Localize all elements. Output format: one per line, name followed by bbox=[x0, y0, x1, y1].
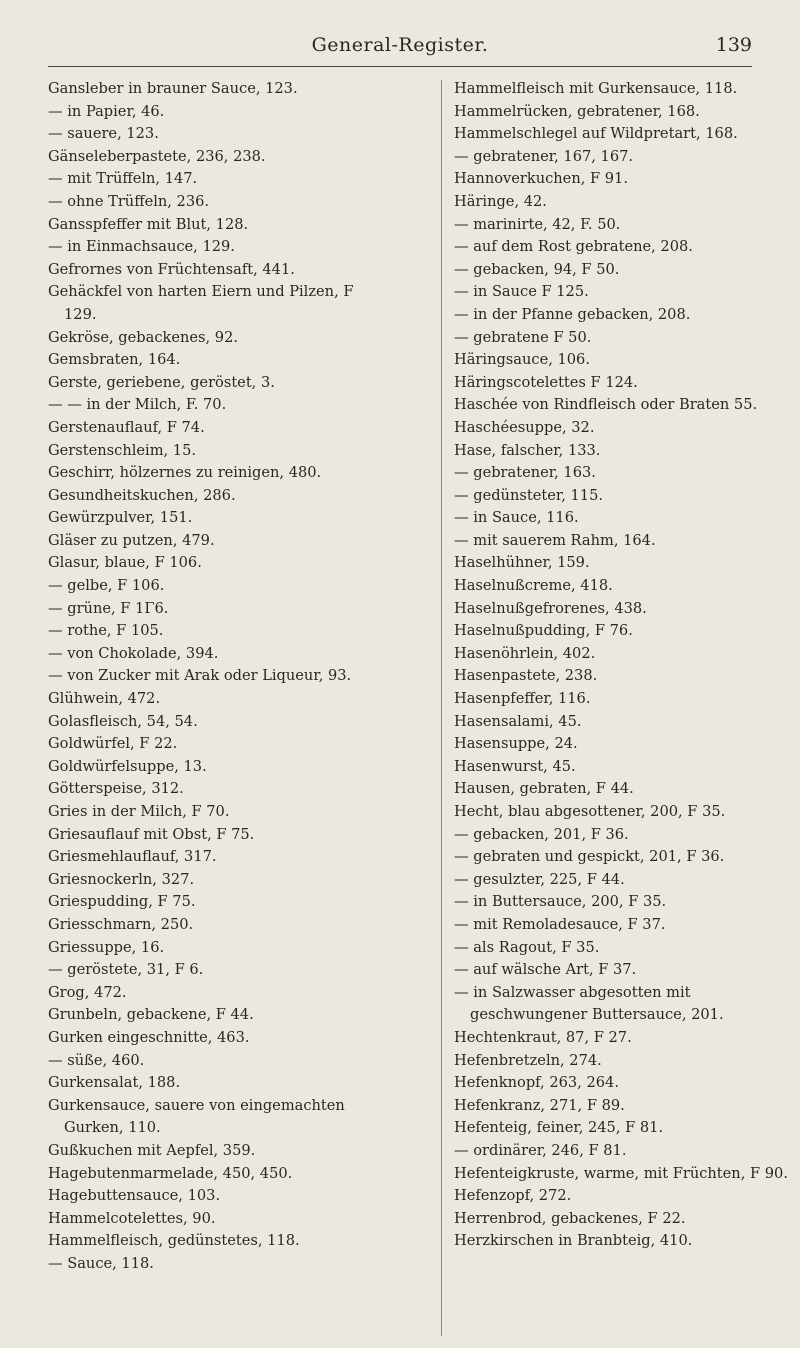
index-entry: Hammelfleisch, gedünstetes, 118. bbox=[48, 1232, 300, 1250]
index-entry: Griesschmarn, 250. bbox=[48, 915, 194, 933]
index-entry: — in Sauce, 116. bbox=[454, 509, 579, 527]
index-entry: Gerstenauflauf, F 74. bbox=[48, 418, 205, 436]
index-entry: Herzkirschen in Branbteig, 410. bbox=[454, 1232, 693, 1250]
index-entry: Hammelschlegel auf Wildpretart, 168. bbox=[454, 125, 738, 143]
index-entry: Haschéesuppe, 32. bbox=[454, 418, 595, 436]
index-entry: Hecht, blau abgesottener, 200, F 35. bbox=[454, 803, 726, 820]
index-entry: Hefenzopf, 272. bbox=[454, 1187, 572, 1205]
index-column-left bbox=[48, 78, 388, 1275]
index-entry: — gesulzter, 225, F 44. bbox=[454, 870, 625, 888]
index-entry: Hasenöhrlein, 402. bbox=[454, 644, 596, 662]
column-divider bbox=[441, 80, 442, 1336]
index-entry: — ohne Trüffeln, 236. bbox=[48, 192, 210, 210]
index-entry: Grog, 472. bbox=[48, 983, 127, 1001]
index-entry: — geröstete, 31, F 6. bbox=[48, 961, 204, 979]
index-entry: — von Chokolade, 394. bbox=[48, 644, 219, 662]
index-entry: Hasenwurst, 45. bbox=[454, 757, 576, 775]
page-title: General-Register. bbox=[311, 34, 489, 56]
index-entry: Gurken eingeschnitte, 463. bbox=[48, 1028, 250, 1046]
index-entry: Hechtenkraut, 87, F 27. bbox=[454, 1028, 632, 1046]
index-entry: — in Sauce F 125. bbox=[454, 283, 589, 301]
index-entry: — in Buttersauce, 200, F 35. bbox=[454, 893, 667, 911]
index-entry: — gebratener, 163. bbox=[454, 464, 596, 482]
index-entry: — gebratene F 50. bbox=[454, 328, 592, 346]
index-entry: — gebacken, 94, F 50. bbox=[454, 260, 620, 278]
index-entry: — von Zucker mit Arak oder Liqueur, 93. bbox=[48, 667, 352, 685]
index-entry: Goldwürfelsuppe, 13. bbox=[48, 757, 207, 775]
index-entry: Hasenpastete, 238. bbox=[454, 667, 598, 685]
index-entry: Gewürzpulver, 151. bbox=[48, 509, 193, 527]
index-entry: Gansspfeffer mit Blut, 128. bbox=[48, 215, 249, 233]
index-entry: Hammelfleisch mit Gurkensauce, 118. bbox=[454, 80, 738, 97]
index-entry: Gerste, geriebene, geröstet, 3. bbox=[48, 373, 275, 391]
index-entry: — auf dem Rost gebratene, 208. bbox=[454, 238, 693, 256]
index-entry: Gänseleberpastete, 236, 238. bbox=[48, 147, 266, 165]
index-entry: — rothe, F 105. bbox=[48, 622, 164, 640]
index-entry: Gläser zu putzen, 479. bbox=[48, 531, 215, 549]
index-entry: — in Salzwasser abgesotten mit geschwungener Buttersauce, 201. bbox=[454, 983, 724, 1024]
index-entry: Gefrornes von Früchtensaft, 441. bbox=[48, 260, 295, 278]
index-entry: Hase, falscher, 133. bbox=[454, 441, 601, 459]
index-entry: — in Einmachsauce, 129. bbox=[48, 238, 235, 256]
index-entry: Gerstenschleim, 15. bbox=[48, 441, 197, 459]
index-entry: Hausen, gebraten, F 44. bbox=[454, 780, 634, 798]
index-entry: Griesauflauf mit Obst, F 75. bbox=[48, 825, 255, 843]
index-entry: — — in der Milch, F. 70. bbox=[48, 396, 227, 414]
index-entry: Häringsauce, 106. bbox=[454, 351, 590, 369]
index-entry: Haschée von Rindfleisch oder Braten 55. bbox=[454, 396, 758, 414]
index-entry: — gebraten und gespickt, 201, F 36. bbox=[454, 848, 725, 866]
header-rule bbox=[48, 66, 752, 67]
index-entry: — mit sauerem Rahm, 164. bbox=[454, 531, 656, 549]
index-entry: Gehäckfel von harten Eiern und Pilzen, F 129. bbox=[48, 283, 354, 323]
index-entry: Gurkensauce, sauere von eingemachten Gurken, 110. bbox=[48, 1096, 345, 1137]
index-entry: Gemsbraten, 164. bbox=[48, 351, 181, 369]
index-entry: — Sauce, 118. bbox=[48, 1254, 154, 1272]
index-entry: Hasensuppe, 24. bbox=[454, 735, 578, 753]
index-entry: — gebratener, 167, 167. bbox=[454, 147, 634, 165]
index-entry: — ordinärer, 246, F 81. bbox=[454, 1141, 627, 1159]
index-entry: Herrenbrod, gebackenes, F 22. bbox=[454, 1209, 686, 1227]
index-entry: Hefenbretzeln, 274. bbox=[454, 1051, 602, 1069]
index-entry: Gekröse, gebackenes, 92. bbox=[48, 328, 238, 346]
page-header bbox=[0, 34, 800, 64]
index-entry: Haselnußgefrorenes, 438. bbox=[454, 599, 647, 617]
index-entry: Hagebuttensauce, 103. bbox=[48, 1187, 221, 1205]
index-entry: Hagebutenmarmelade, 450, 450. bbox=[48, 1164, 293, 1182]
index-entry: Hasensalami, 45. bbox=[454, 712, 582, 730]
page-number: 139 bbox=[715, 34, 752, 56]
index-entry: — gebacken, 201, F 36. bbox=[454, 825, 629, 843]
index-entry: — gelbe, F 106. bbox=[48, 577, 165, 595]
index-entry: — auf wälsche Art, F 37. bbox=[454, 961, 637, 979]
index-entry: — in Papier, 46. bbox=[48, 102, 165, 120]
index-entry: — marinirte, 42, F. 50. bbox=[454, 215, 621, 233]
index-entry: Hefenteigkruste, warme, mit Früchten, F 90. bbox=[454, 1164, 788, 1182]
index-entry: Grunbeln, gebackene, F 44. bbox=[48, 1006, 254, 1024]
index-entry: — gedünsteter, 115. bbox=[454, 486, 603, 504]
index-entry: Häringe, 42. bbox=[454, 192, 547, 210]
index-column-right bbox=[454, 78, 794, 1253]
index-entry: Gansleber in brauner Sauce, 123. bbox=[48, 80, 298, 97]
index-entry: Häringscotelettes F 124. bbox=[454, 373, 638, 391]
index-entry: — grüne, F 1Γ6. bbox=[48, 599, 169, 617]
index-entry: Hannoverkuchen, F 91. bbox=[454, 170, 628, 188]
index-entry: Griespudding, F 75. bbox=[48, 893, 196, 911]
index-entry: Griesnockerln, 327. bbox=[48, 870, 195, 888]
index-entry: — süße, 460. bbox=[48, 1051, 145, 1069]
index-entry: Götterspeise, 312. bbox=[48, 780, 184, 798]
index-entry: Hefenkranz, 271, F 89. bbox=[454, 1096, 625, 1114]
index-entry: Gurkensalat, 188. bbox=[48, 1074, 181, 1092]
index-entry: Hefenknopf, 263, 264. bbox=[454, 1074, 619, 1092]
index-entry: Gußkuchen mit Aepfel, 359. bbox=[48, 1141, 256, 1159]
index-entry: Golasfleisch, 54, 54. bbox=[48, 712, 198, 730]
index-entry: — sauere, 123. bbox=[48, 125, 159, 143]
index-entry: Hasenpfeffer, 116. bbox=[454, 690, 591, 708]
index-entry: — mit Trüffeln, 147. bbox=[48, 170, 198, 188]
index-entry: Goldwürfel, F 22. bbox=[48, 735, 178, 753]
index-entry: Haselhühner, 159. bbox=[454, 554, 590, 572]
index-entry: Glühwein, 472. bbox=[48, 690, 161, 708]
index-entry: Griessuppe, 16. bbox=[48, 938, 165, 956]
index-entry: — als Ragout, F 35. bbox=[454, 938, 600, 956]
index-entry: Geschirr, hölzernes zu reinigen, 480. bbox=[48, 464, 322, 482]
index-entry: — mit Remoladesauce, F 37. bbox=[454, 915, 666, 933]
index-entry: — in der Pfanne gebacken, 208. bbox=[454, 305, 691, 323]
index-entry: Hefenteig, feiner, 245, F 81. bbox=[454, 1119, 664, 1137]
index-entry: Haselnußpudding, F 76. bbox=[454, 622, 633, 640]
index-entry: Hammelcotelettes, 90. bbox=[48, 1209, 216, 1227]
index-entry: Griesmehlauflauf, 317. bbox=[48, 848, 217, 866]
index-entry: Glasur, blaue, F 106. bbox=[48, 554, 202, 572]
index-entry: Gries in der Milch, F 70. bbox=[48, 803, 230, 820]
index-entry: Gesundheitskuchen, 286. bbox=[48, 486, 236, 504]
index-entry: Haselnußcreme, 418. bbox=[454, 577, 613, 595]
index-entry: Hammelrücken, gebratener, 168. bbox=[454, 102, 700, 120]
